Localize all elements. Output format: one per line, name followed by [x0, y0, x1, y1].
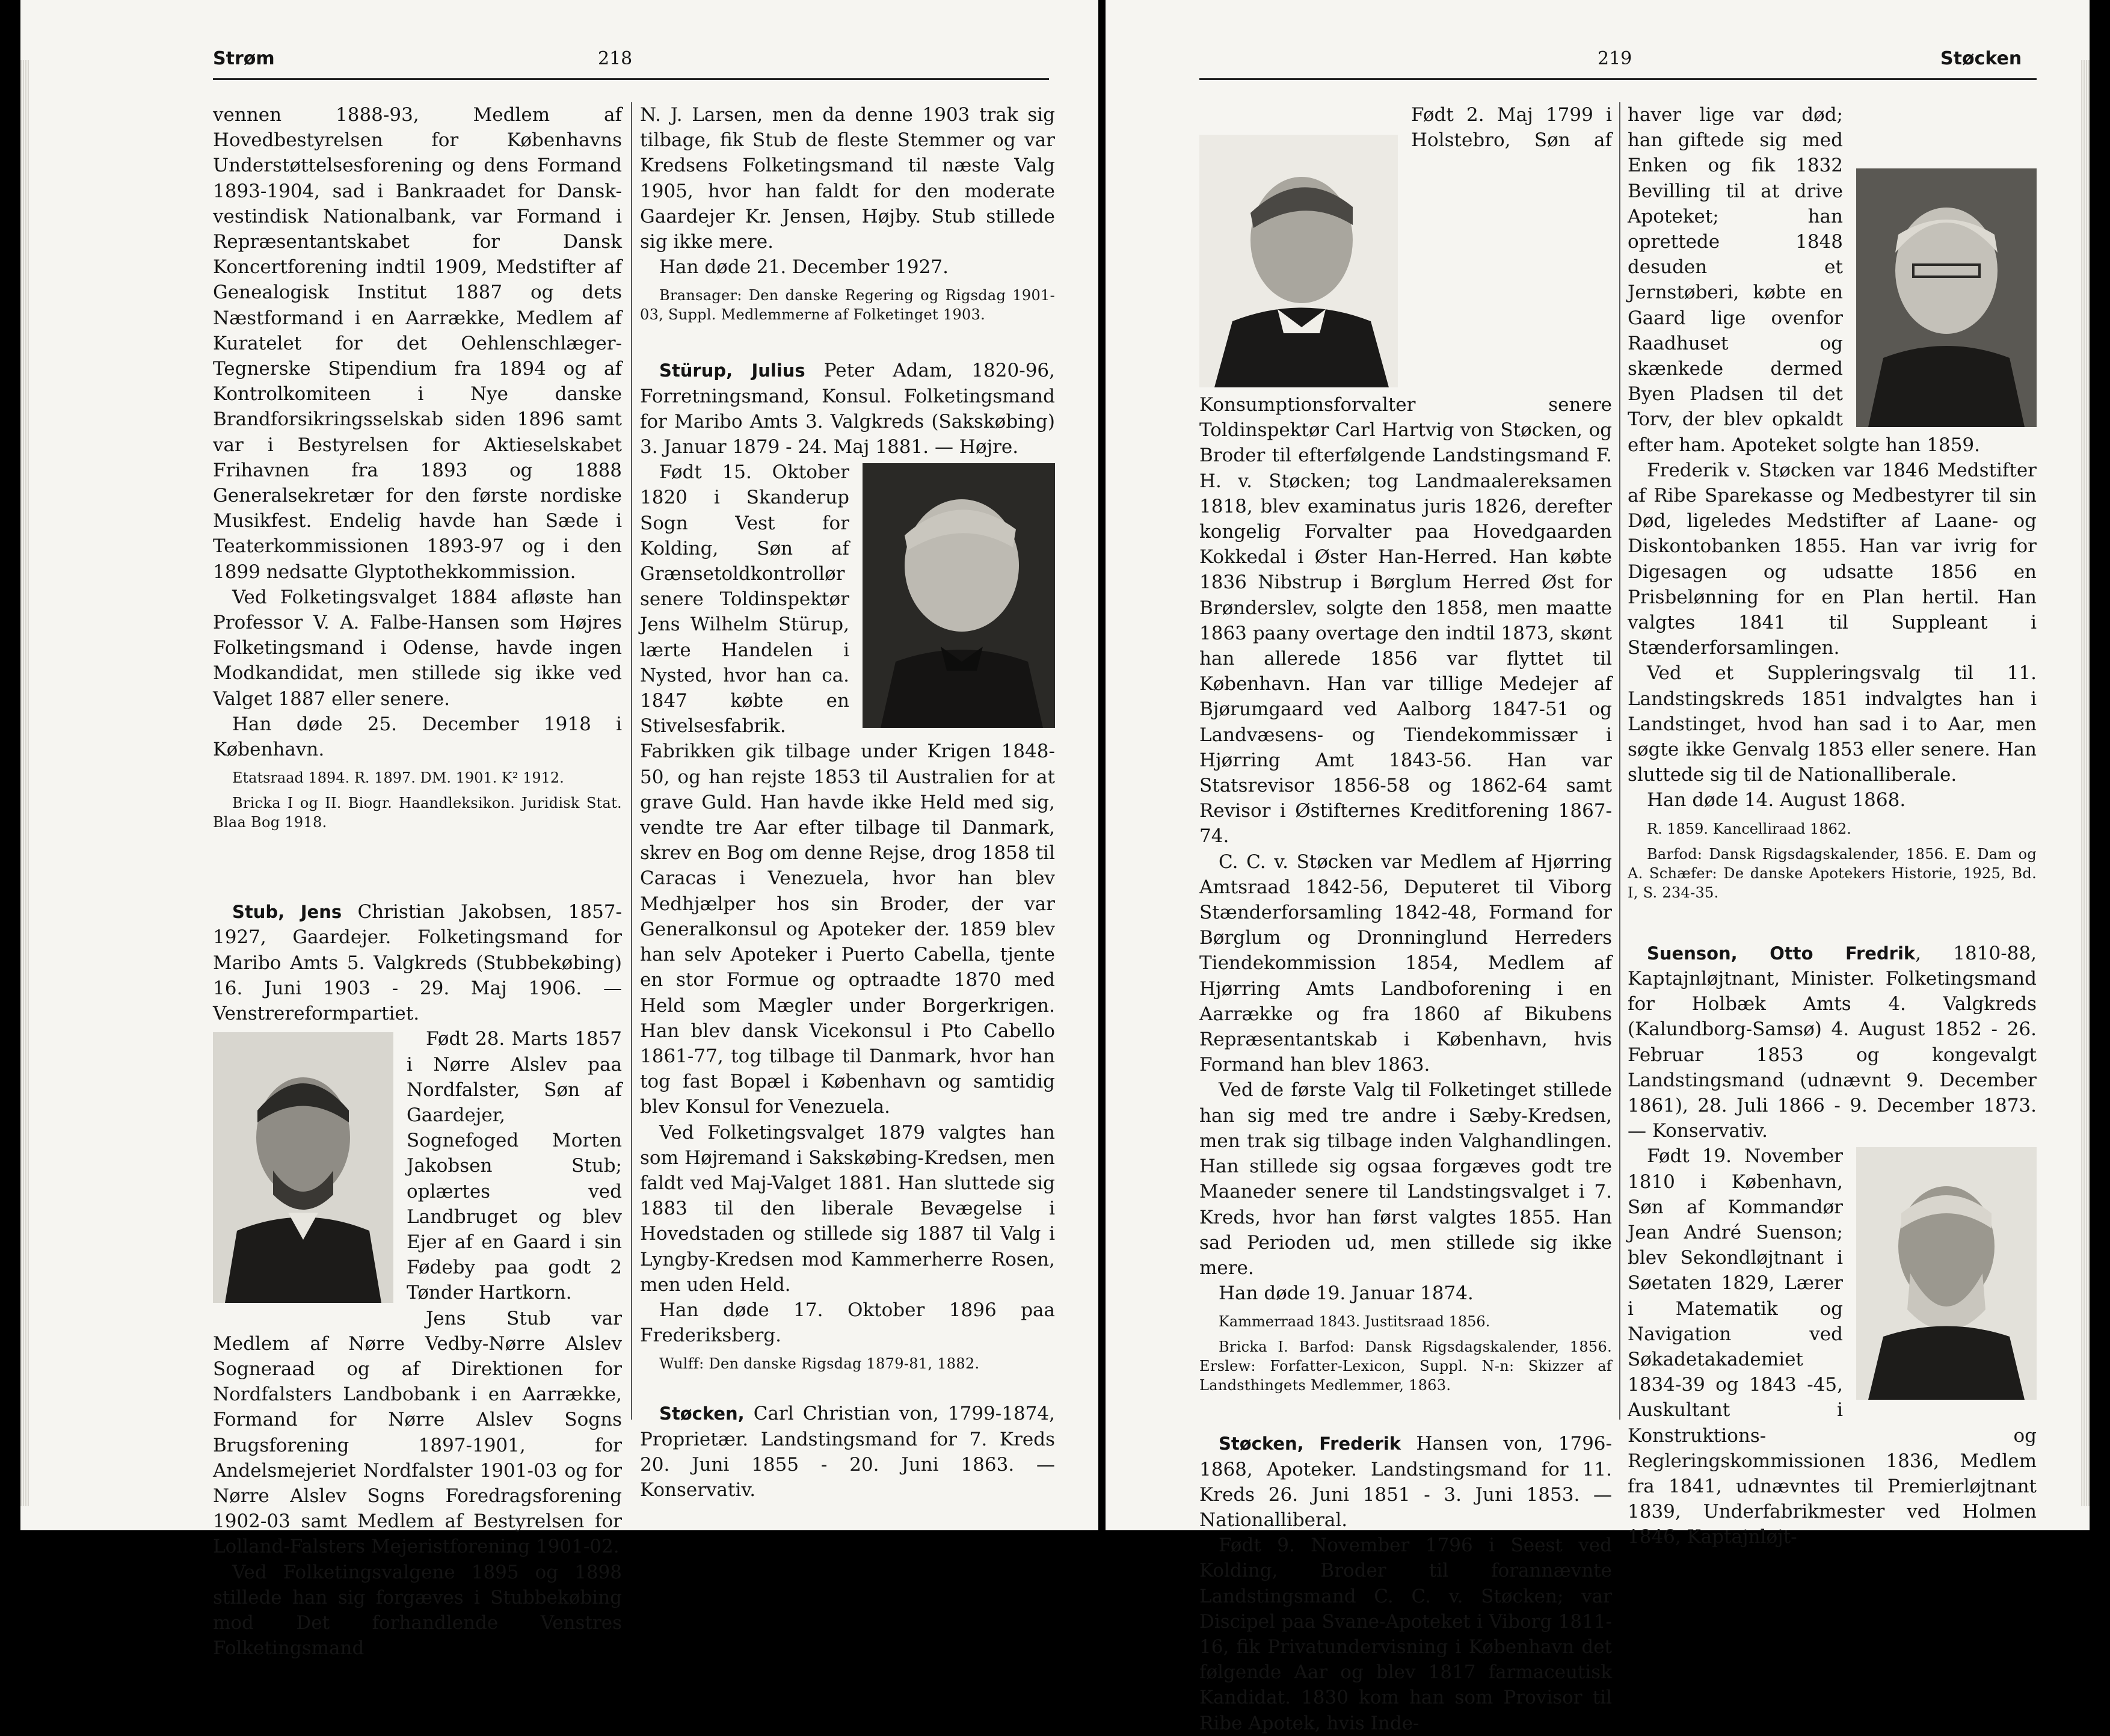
paragraph: Frederik v. Støcken var 1846 Medstifter af Ribe Sparekasse og Medbestyrer til sin Død, ligeledes Medstifter af Laane- og Diskontobanken 1855. Han var ivrig for Digesagen og udsatte 1856 en Prisbelønning for en Plan hertil. Han valgtes 1841 til Suppleant i Stænderforsamlingen.: [1628, 459, 2037, 659]
entry-name: Stürup, Julius: [659, 360, 805, 381]
entry-name: Støcken,: [659, 1403, 745, 1424]
portrait-photo-jens-stub: [213, 1032, 393, 1303]
header-rule-right: [1199, 78, 2037, 80]
running-head-right: [1940, 47, 2022, 71]
entry-stub: [213, 899, 622, 1026]
paragraph: Født 28. Marts 1857 i Nørre Alslev paa Nordfalster, Søn af Gaardejer, Sognefoged Morten Jakobsen Stub; oplærtes ved Landbruget og blev Ejer af en Gaard i sin Fødeby paa godt 2 Tønder Hartkorn.: [407, 1028, 622, 1304]
running-head-word: Strøm: [213, 48, 275, 69]
paragraph: Ved Folketingsvalgene 1895 og 1898 stillede han sig forgæves i Stubbekøbing mod Det forhandlende Venstres Folketingsmand: [213, 1561, 622, 1660]
entry-heading: , 1810-88, Kaptajnløjtnant, Minister. Folketingsmand for Holbæk Amts 4. Valgkreds (Kalundborg-Samsø) 4. August 1852 - 26. Februar 1853 og kongevalgt Landstingsmand (udnævnt 9. December 1861), 28. Juli 1866 - 9. December 1873. — Konservativ.: [1628, 942, 2037, 1142]
entry-name: Støcken, Frederik: [1219, 1433, 1401, 1454]
left-column-1: [213, 102, 622, 1661]
portrait-engraving-c-c-von-stocken: [1199, 135, 1398, 387]
paragraph: Født 19. November 1810 i København, Søn af Kommandør Jean André Suenson; blev Sekondløjtnant i Søetaten 1829, Lærer i Matematik og Navigation ved Søkadetakademiet 1834-39 og 1843 -45, Auskultant i Konstruktions- og Regleringskommissionen 1836, Medlem fra 1841, udnævntes til Premierløjtnant 1839, Underfabrikmester ved Holmen 1846, Kaptajnløjt-: [1628, 1145, 2037, 1548]
entry-heading: Carl Christian von, 1799-1874, Proprietær. Landstingsmand for 7. Kreds 20. Juni 1855 - 20. Juni 1863. — Konservativ.: [640, 1403, 1055, 1501]
page-edge-left: [20, 60, 29, 1506]
paragraph: haver lige var død; han giftede sig med Enken og fik 1832 Bevilling til at drive Apoteket; han oprettede 1848 desuden et Jernstøberi, købte en Gaard lige ovenfor Raadhuset og skænkede dermed Byen Pladsen til det Torv, der blev opkaldt efter ham. Apoteket solgte han 1859.: [1628, 104, 1980, 456]
page-number-left: 218: [598, 48, 633, 69]
entry-sturup: [640, 358, 1055, 460]
entry-name: Stub, Jens: [232, 902, 342, 923]
running-head-left: [213, 47, 275, 71]
running-head-word: Støcken: [1940, 48, 2022, 69]
left-column-2: [640, 102, 1055, 1503]
left-page: [20, 0, 1098, 1660]
right-column-2: [1628, 102, 2037, 1550]
entry-heading: Hansen von, 1796-1868, Apoteker. Landstingsmand for 11. Kreds 26. Juni 1851 - 3. Juni 1853. — Nationalliberal.: [1199, 1433, 1612, 1531]
references: Bricka I. Barfod: Dansk Rigsdagskalender, 1856. Erslew: Forfatter-Lexicon, Suppl. N-n: Skizzer af Landsthingets Medlemmer, 1863.: [1199, 1338, 1612, 1394]
page-edge-right: [2081, 60, 2090, 1506]
honours-line: Kammerraad 1843. Justitsraad 1856.: [1219, 1313, 1490, 1331]
page-number-right: 219: [1598, 48, 1632, 69]
portrait-photo-frederik-von-stocken: [1856, 168, 2037, 427]
entry-heading: Peter Adam, 1820-96, Forretningsmand, Konsul. Folketingsmand for Maribo Amts 3. Valgkreds (Sakskøbing) 3. Januar 1879 - 24. Maj 1881. — Højre.: [640, 360, 1055, 458]
right-column-1: [1199, 102, 1612, 1736]
entry-heading: Christian Jakobsen, 1857-1927, Gaardejer. Folketingsmand for Maribo Amts 5. Valgkreds (Stubbekøbing) 16. Juni 1903 - 29. Maj 1906. — Venstrereformpartiet.: [213, 901, 622, 1025]
paragraph: Han døde 19. Januar 1874.: [1219, 1282, 1474, 1305]
paragraph: vennen 1888-93, Medlem af Hovedbestyrelsen for Københavns Understøttelsesforening og dens Formand 1893-1904, sad i Bankraadet for Dansk-vestindisk Nationalbank, var Formand i Repræsentantskabet for Dansk Koncertforening indtil 1909, Medstifter af Genealogisk Institut 1887 og dets Næstformand i en Aarrække, Medlem af Kuratelet for det Oehlenschlæger-Tegnerske Stipendium fra 1894 og af Kontrolkomiteen i Nye danske Brandforsikringsselskab siden 1896 samt var i Bestyrelsen for Aktieselskabet Frihavnen fra 1893 og 1888 Generalsekretær for den første nordiske Musikfest. Endelig havde han Sæde i Teaterkommissionen 1893-97 og i den 1899 nedsatte Glyptothekkommission.: [213, 104, 622, 583]
references: Bransager: Den danske Regering og Rigsdag 1901-03, Suppl. Medlemmerne af Folketinget 1903.: [640, 287, 1055, 324]
portrait-photo-otto-suenson: [1856, 1147, 2037, 1400]
paragraph: Født 9. November 1796 i Seest ved Kolding, Broder til forannævnte Landstingsmand C. C. v. Støcken; var Discipel paa Svane-Apoteket i Viborg 1811-16, fik Privatundervisning i København det følgende Aar og blev 1817 farmaceutisk Kandidat. 1830 kom han som Provisor til Ribe Apotek, hvis Inde-: [1199, 1534, 1612, 1734]
paragraph: Han døde 21. December 1927.: [659, 256, 949, 279]
references: Bricka I og II. Biogr. Haandleksikon. Juridisk Stat. Blaa Bog 1918.: [213, 795, 622, 831]
header-rule-left: [213, 78, 1049, 80]
honours-line: R. 1859. Kancelliraad 1862.: [1647, 820, 1851, 837]
paragraph: Jens Stub var Medlem af Nørre Vedby-Nørre Alslev Sogneraad og af Direktionen for Nordfalsters Landbobank i en Aarrække, Formand for Nørre Alslev Sogns Brugsforening 1897-1901, for Andelsmejeriet Nordfalster 1901-03 og for Nørre Alslev Sogns Foredragsforening 1902-03 samt Medlem af Bestyrelsen for Lolland-Falsters Mejeristforening 1901-02.: [213, 1307, 622, 1558]
paragraph: Ved et Suppleringsvalg til 11. Landstingskreds 1851 indvalgtes han i Landstinget, hvod han sad i to Aar, men søgte ikke Genvalg 1853 eller senere. Han sluttede sig til de Nationalliberale.: [1628, 662, 2037, 786]
paragraph: Han døde 14. August 1868.: [1647, 789, 1906, 811]
references: Wulff: Den danske Rigsdag 1879-81, 1882.: [659, 1355, 980, 1373]
column-rule: [1619, 102, 1620, 1420]
column-rule: [631, 102, 632, 1420]
entry-stocken-f: [1199, 1431, 1612, 1533]
paragraph: N. J. Larsen, men da denne 1903 trak sig tilbage, fik Stub de fleste Stemmer og var Kredsens Folketingsmand til næste Valg 1905, hvor han faldt for den moderate Gaardejer Kr. Jensen, Højby. Stub stillede sig ikke mere.: [640, 104, 1055, 253]
paragraph: Han døde 25. December 1918 i København.: [213, 713, 622, 761]
entry-suenson: [1628, 941, 2037, 1144]
references: Barfod: Dansk Rigsdagskalender, 1856. E. Dam og A. Schæfer: De danske Apotekers Historie, 1925, Bd. I, S. 234-35.: [1628, 845, 2037, 901]
paragraph: Født 15. Oktober 1820 i Skanderup Sogn Vest for Kolding, Søn af Grænsetoldkontrollør senere Toldinspektør Jens Wilhelm Stürup, lærte Handelen i Nysted, hvor han ca. 1847 købte en Stivelsesfabrik. Fabrikken gik tilbage under Krigen 1848-50, og han rejste 1853 til Australien for at grave Guld. Han havde ikke Held med sig, vendte tre Aar efter tilbage til Danmark, skrev en Bog om denne Rejse, drog 1858 til Caracas i Venezuela, hvor han blev Medhjælper hos sin Broder, der var Generalkonsul og Apoteker der. 1859 blev han selv Apoteker i Puerto Cabella, tjente en stor Formue og optraadte 1870 med Held som Mægler under Borgerkrigen. Han blev dansk Vicekonsul i Pto Cabello 1861-77, tog tilbage til Danmark, hvor han tog fast Bopæl i København og samtidig blev Konsul for Venezuela.: [640, 461, 1055, 1118]
entry-name: Suenson, Otto Fredrik: [1647, 943, 1916, 964]
portrait-photo-julius-sturup: [863, 463, 1055, 728]
right-page: [1106, 0, 2090, 1734]
paragraph: C. C. v. Støcken var Medlem af Hjørring Amtsraad 1842-56, Deputeret til Viborg Stænderforsamling 1842-48, Formand for Børglum og Dronninglund Herreders Tiendekommission 1854, Medlem af Hjørring Amts Landboforening i en Aarrække og fra 1860 af Bikubens Repræsentantskab i København, hvis Formand han blev 1863.: [1199, 851, 1612, 1076]
honours-line: Etatsraad 1894. R. 1897. DM. 1901. K² 1912.: [232, 769, 564, 787]
paragraph: Ved Folketingsvalget 1884 afløste han Professor V. A. Falbe-Hansen som Højres Folketingsmand i Odense, havde ingen Modkandidat, men stillede sig ikke ved Valget 1887 eller senere.: [213, 586, 622, 710]
entry-stocken-cc: [640, 1401, 1055, 1503]
paragraph: Ved Folketingsvalget 1879 valgtes han som Højremand i Sakskøbing-Kredsen, men faldt ved Maj-Valget 1881. Han sluttede sig 1883 til den liberale Bevægelse i Hovedstaden og stillede sig 1887 til Valg i Lyngby-Kredsen mod Kammerherre Rosen, men uden Held.: [640, 1121, 1055, 1296]
paragraph: Ved de første Valg til Folketinget stillede han sig med tre andre i Sæby-Kredsen, men trak sig tilbage inden Valghandlingen. Han stillede sig ogsaa forgæves godt tre Maaneder senere til Landstingsvalget i 7. Kreds, hvor han først valgtes 1855. Han sad Perioden ud, men stillede sig ikke mere.: [1199, 1079, 1612, 1279]
paragraph: Født 2. Maj 1799 i Holstebro, Søn af Konsumptionsforvalter senere Toldinspektør Carl Hartvig von Støcken, og Broder til efterfølgende Landstingsmand F. H. v. Støcken; tog Landmaalereksamen 1818, blev examinatus juris 1826, derefter kongelig Forvalter paa Hovedgaarden Kokkedal i Øster Han-Herred. Han købte 1836 Nibstrup i Børglum Herred Øst for Brønderslev, solgte den 1858, men maatte 1863 paany overtage den indtil 1873, skønt han allerede 1856 var flyttet til København. Han var tillige Medejer af Bjørumgaard ved Aalborg 1847-51 og Landvæsens- og Tiendekommissær i Hjørring Amt 1843-56. Han var Statsrevisor 1856-58 og 1862-64 samt Revisor i Østifternes Kreditforening 1867-74.: [1199, 104, 1612, 848]
paragraph: Han døde 17. Oktober 1896 paa Frederiksberg.: [640, 1299, 1055, 1347]
